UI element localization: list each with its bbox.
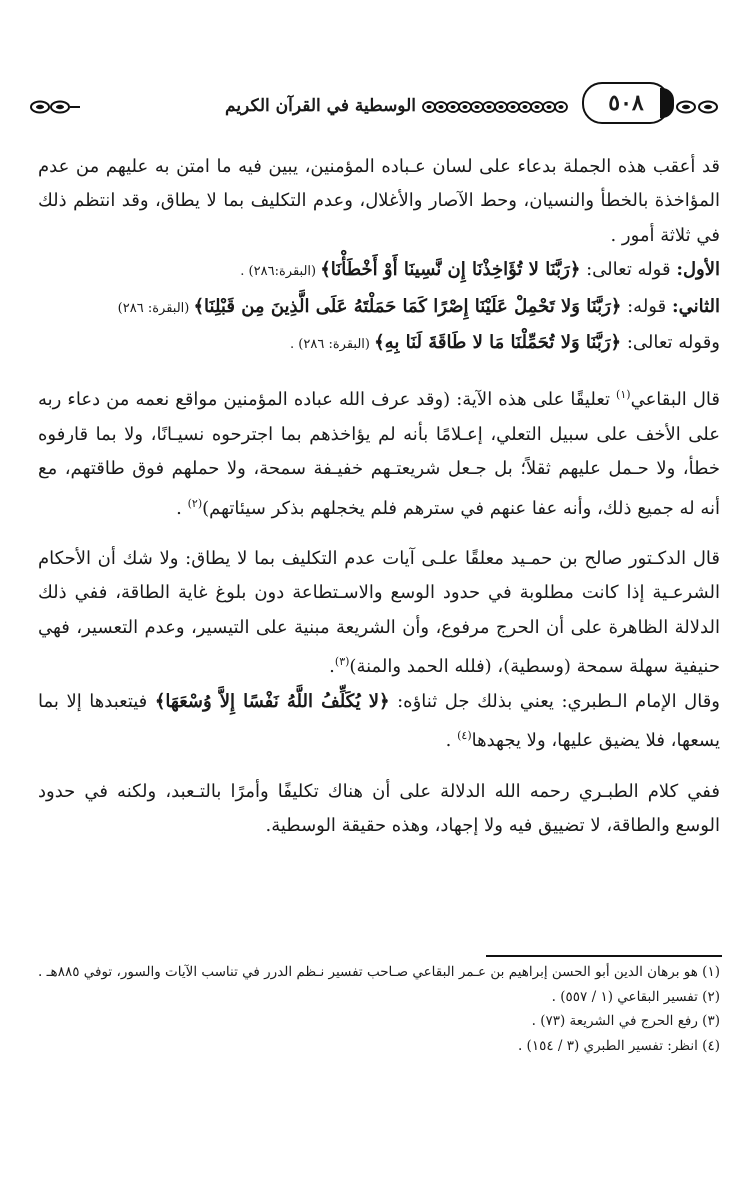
- point-second-label: الثاني:: [671, 295, 720, 317]
- page-number-tab: [660, 88, 674, 118]
- footnote-ref-1[interactable]: (١): [616, 388, 631, 402]
- page-number-text: ٥٠٨: [608, 90, 644, 116]
- footnote-2: (٢) تفسير البقاعي (١ / ٥٥٧) .: [551, 988, 720, 1005]
- ornament-left-icon: [30, 100, 82, 114]
- footnote-4: (٤) انظر: تفسير الطبري (٣ / ١٥٤) .: [517, 1037, 720, 1054]
- ornament-chain-icon: [422, 100, 574, 114]
- paragraph-tabari: [38, 685, 720, 759]
- footnotes: [38, 960, 720, 1058]
- page-header: [30, 82, 720, 124]
- footnote-ref-3[interactable]: (٣): [334, 655, 350, 669]
- humaid-text: قال الدكـتور صالح بن حمـيد معلقًا علـى آيات عدم التكليف بما لا يطاق: ولا شك أن الأحكام الشرعـية إذا كانت مطلوبة في حدود الوسع والاسـتطاعة دون بلوغ غاية الطاقة، ففي ذلك الدلالة الظاهرة على أن الحرج مرفوع، وأن الشريعة مبنية على التيسير، وعدم التعسير، فهي حنيفية سهلة سمحة (وسطية)، (فلله الحمد والمنة): [38, 548, 720, 678]
- tabari-text: فيتعبدها إلا بما يسعها، فلا يضيق عليها، ولا يجهدها: [38, 690, 720, 752]
- biqai-quote: تعليقًا على هذه الآية: (وقد عرف الله عباده المؤمنين مواقع نعمه من دعاء ربه على الأخف على سبيل التعلي، إعـلامًا بأنه لم يؤاخذهم بما اجترحوه نسيـانًا، ولا بما قارفوه خطأ، ولا حـمل عليهم ثقلاً؛ بل جـعل شريعتـهم خفيـفة سمحة، ولا حملهم فوق طاقتهم، مع أنه له جميع ذلك، وأنه عفا عنهم في سترهم فلم يخجلهم بذكر سيئاتهم): [38, 389, 720, 519]
- verse-first: ﴿رَبَّنَا لا تُؤَاخِذْنَا إِن نَّسِينَا أَوْ أَخْطَأْنَا﴾: [320, 259, 581, 281]
- point-first-label: الأول:: [676, 259, 720, 281]
- paragraph-biqai: [38, 378, 720, 526]
- paragraph-conclusion: ففي كلام الطبـري رحمه الله الدلالة على أن هناك تكليفًا وأمرًا بالتـعبد، ولكنه في حدود الوسع والطاقة، لا تضييق فيه ولا إجهاد، وهذه حقيقة الوسطية.: [38, 780, 720, 836]
- main-text: [38, 150, 720, 843]
- footnote-divider: [486, 955, 722, 957]
- footnote-ref-2[interactable]: (٢): [187, 496, 203, 510]
- footnote-ref-4[interactable]: (٤): [457, 729, 472, 743]
- paragraph-humaid: [38, 542, 720, 685]
- verse-fourth: ﴿لا يُكَلِّفُ اللَّهُ نَفْسًا إِلاَّ وُسْعَهَا﴾: [154, 690, 390, 712]
- running-title: الوسطية في القرآن الكريم: [225, 96, 416, 116]
- tabari-text-start: وقال الإمام الـطبري: يعني بذلك جل ثناؤه:: [389, 690, 721, 712]
- point-third: [38, 326, 720, 362]
- point-third-intro: وقوله تعالى:: [621, 332, 720, 354]
- paragraph-intro: قد أعقب هذه الجملة بدعاء على لسان عـباده المؤمنين، يبين فيه ما امتن به عليهم من عدم المؤاخذة بالخطأ والنسيان، وحط الآصار والأغلال، وعدم التكليف بما لا يطاق، وقد انتظم ذلك في ثلاثة أمور .: [38, 156, 720, 246]
- biqai-end: .: [176, 497, 188, 519]
- verse-second: ﴿رَبَّنَا وَلا تَحْمِلْ عَلَيْنَا إِصْرًا كَمَا حَمَلْتَهُ عَلَى الَّذِينَ مِن قَبْلِنَا﴾: [193, 295, 622, 317]
- point-first: [38, 253, 720, 289]
- tabari-end: .: [445, 730, 458, 752]
- verse-first-ref: (البقرة:٢٨٦) .: [240, 264, 321, 280]
- page-number: [582, 82, 670, 124]
- footnote-3: (٣) رفع الحرج في الشريعة (٧٣) .: [531, 1013, 720, 1030]
- biqai-text-start: قال البقاعي: [630, 389, 721, 411]
- verse-third-ref: (البقرة: ٢٨٦) .: [290, 337, 375, 353]
- point-second-intro: قوله:: [621, 295, 672, 317]
- humaid-end: .: [329, 656, 335, 678]
- ornament-right-icon: [676, 100, 720, 114]
- verse-third: ﴿رَبَّنَا وَلا تُحَمِّلْنَا مَا لا طَاقَةَ لَنَا بِهِ﴾: [374, 332, 622, 354]
- verse-second-ref: (البقرة: ٢٨٦): [117, 300, 194, 316]
- point-second: [38, 290, 720, 326]
- footnote-1: (١) هو برهان الدين أبو الحسن إبراهيم بن عـمر البقاعي صـاحب تفسير نـظم الدرر في تناسب الآيات والسور، توفي ٨٨٥هـ .: [38, 964, 720, 980]
- point-first-intro: قوله تعالى:: [580, 259, 677, 281]
